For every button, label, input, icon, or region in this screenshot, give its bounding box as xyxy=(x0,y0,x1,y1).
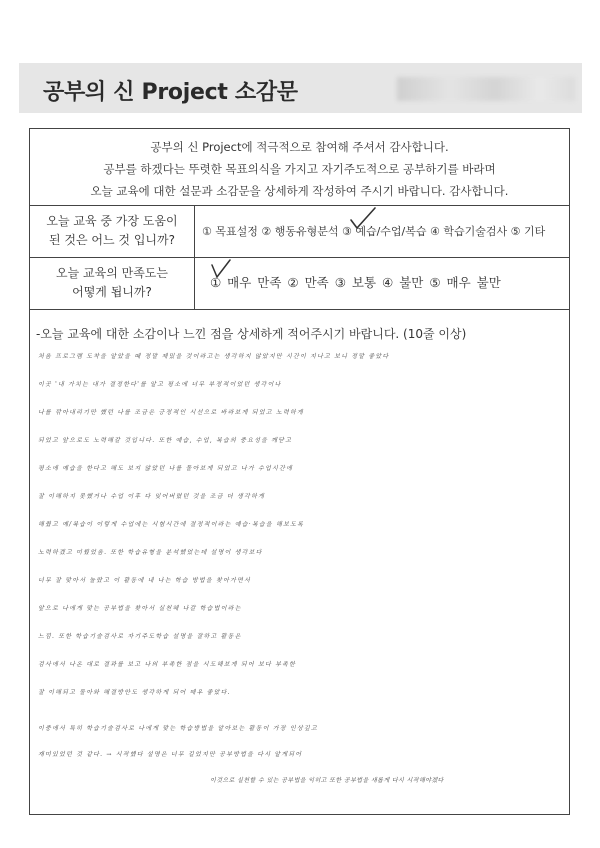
response-line: 이것으로 실천할 수 있는 공부법을 익히고 또한 공부법을 새롭게 다시 시작해야겠다 xyxy=(210,777,444,784)
response-line: 검사에서 나온 대로 결과를 보고 나의 부족한 점을 시도해보게 되어 보다 부족한 xyxy=(38,661,297,668)
response-line: 나를 깎아내리기만 했던 나를 조금은 긍정적인 시선으로 바라보게 되었고 노력하게 xyxy=(38,409,304,416)
page-title: 공부의 신 Project 소감문 xyxy=(43,80,298,105)
response-line: 잘 이해되고 돌아와 해결방안도 생각하게 되어 매우 좋았다. xyxy=(38,689,231,696)
question-1-label-line: 오늘 교육 중 가장 도움이 xyxy=(46,214,178,228)
response-line: 이중에서 특히 학습기술검사로 나에게 맞는 학습방법을 알아보는 활동이 가장 인상깊고 xyxy=(38,725,318,732)
response-line: 노력하겠고 미뤘었음. 또한 학습유형을 분석했었는데 설명이 생각보다 xyxy=(38,549,263,556)
response-line: 평소에 예습을 한다고 해도 보지 않았던 나를 돌아보게 되었고 나가 수업시간에 xyxy=(38,465,293,472)
response-line: 되었고 앞으로도 노력해갈 것입니다. 또한 예습, 수업, 복습의 중요성을 깨닫고 xyxy=(38,437,293,444)
intro-line: 공부의 신 Project에 적극적으로 참여해 주셔서 감사합니다. xyxy=(150,140,449,154)
response-line: 처음 프로그램 도착을 알았을 때 정말 재밌을 것이라고는 생각하지 않았지만 시간이 지나고 보니 정말 좋았다 xyxy=(38,353,390,360)
intro-section xyxy=(30,129,569,206)
question-2-label xyxy=(30,257,195,309)
response-line: 이곳 '내 가치는 내가 결정한다'를 알고 평소에 너무 부정적이었던 생각이나 xyxy=(38,381,282,388)
response-line: 너무 잘 맞아서 놀랐고 이 활동에 내 나는 학습 방법을 찾아가면서 xyxy=(38,577,251,584)
title-bar xyxy=(19,63,582,113)
redacted-name xyxy=(397,77,575,101)
checkmark-icon xyxy=(348,206,378,232)
question-2-options[interactable]: ① 매우 만족 ② 만족 ③ 보통 ④ 불만 ⑤ 매우 불만 xyxy=(210,275,501,290)
question-2-label-line: 오늘 교육의 만족도는 xyxy=(56,266,168,280)
essay-prompt: -오늘 교육에 대한 소감이나 느낀 점을 상세하게 적어주시기 바랍니다. (10줄 이상) xyxy=(36,327,467,341)
question-1-row xyxy=(30,205,569,258)
checkmark-icon xyxy=(210,259,232,283)
response-line: 해줬고 예/복습이 이렇게 수업에는 시험시간에 결정적이라는 예습·복습을 해보도록 xyxy=(38,521,304,528)
question-1-label-line: 된 것은 어느 것 입니까? xyxy=(49,233,175,247)
response-line: 잘 이해하지 못했거나 수업 이후 다 잊어버렸던 것을 조금 더 생각하게 xyxy=(38,493,265,500)
response-line: 앞으로 나에게 맞는 공부법을 찾아서 실천해 나갈 학습법이라는 xyxy=(38,605,242,612)
form-box xyxy=(29,128,570,815)
question-1-options[interactable]: ① 목표설정 ② 행동유형분석 ③ 예습/수업/복습 ④ 학습기술검사 ⑤ 기타 xyxy=(202,225,546,238)
intro-line: 공부를 하겠다는 뚜렷한 목표의식을 가지고 자기주도적으로 공부하기를 바라며 xyxy=(103,162,496,176)
question-2-label-line: 어떻게 됩니까? xyxy=(72,285,152,299)
question-2-row xyxy=(30,257,569,310)
question-1-label xyxy=(30,205,195,257)
intro-line: 오늘 교육에 대한 설문과 소감문을 상세하게 작성하여 주시기 바랍니다. 감사합니다. xyxy=(90,184,509,198)
response-line: 느낌. 또한 학습기술검사로 자기주도학습 설명을 잘하고 활동은 xyxy=(38,633,242,640)
response-line: 재미있었던 것 같다. → 시작했다 설명은 너무 길었지만 공부방법을 다시 알게되어 xyxy=(38,751,303,758)
